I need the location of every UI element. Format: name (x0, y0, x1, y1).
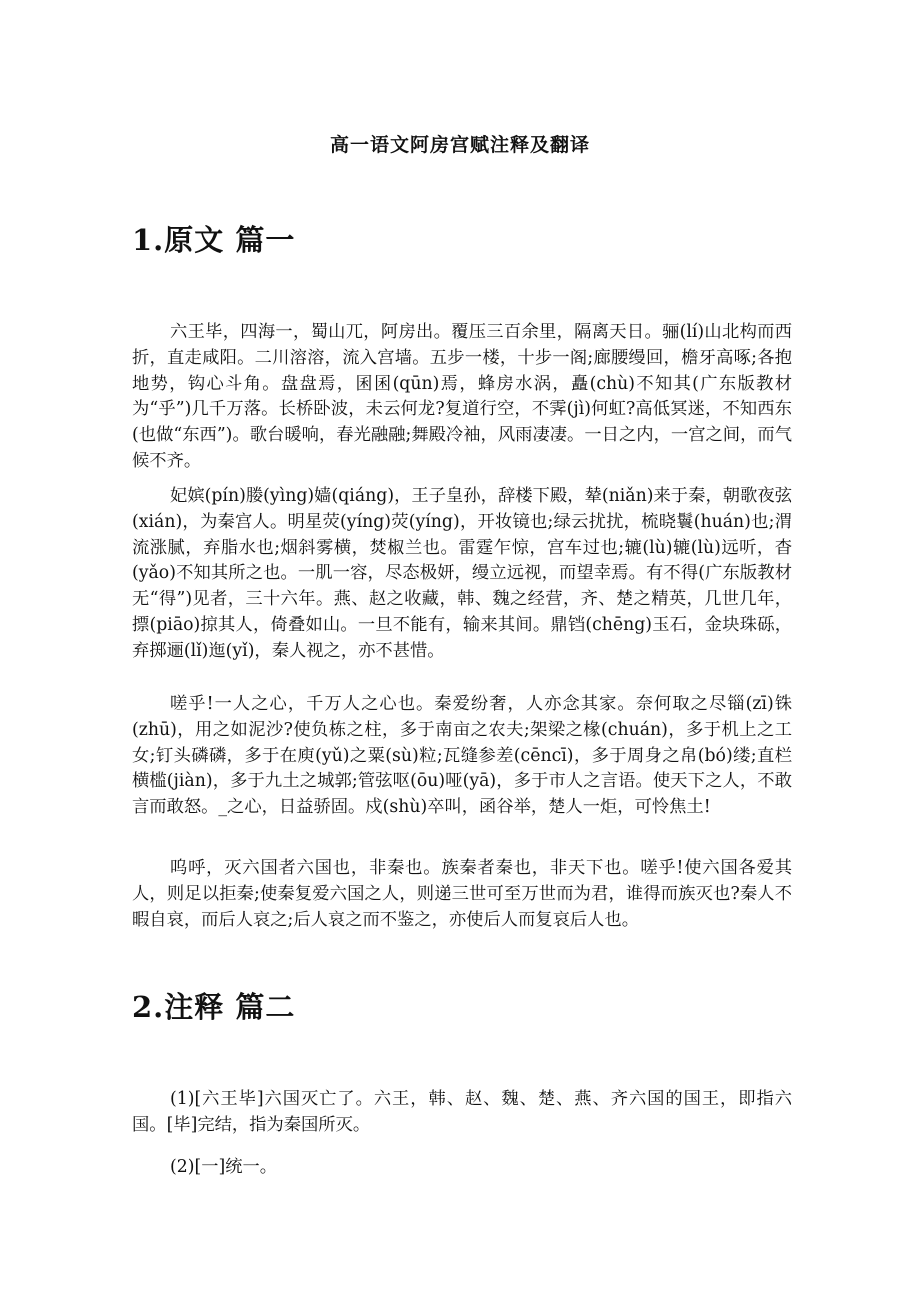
original-paragraph-4: 呜呼，灭六国者六国也，非秦也。族秦者秦也，非天下也。嗟乎!使六国各爱其人，则足以拒秦;使秦复爱六国之人，则递三世可至万世而为君，谁得而族灭也?秦人不暇自哀，而后人哀之;后人哀之而不鉴之，亦使后人而复哀后人也。 (132, 858, 792, 930)
original-paragraph-3: 嗟乎!一人之心，千万人之心也。秦爱纷奢，人亦念其家。奈何取之尽锱(zī)铢(zhū)，用之如泥沙?使负栋之柱，多于南亩之农夫;架梁之椽(chuán)，多于机上之工女;钉头磷磷，多于在庾(yǔ)之粟(sù)粒;瓦缝参差(cēncī)，多于周身之帛(bó)缕;直栏横槛(jiàn)，多于九土之城郭;管弦呕(ōu)哑(yā)，多于市人之言语。使天下之人，不敢言而敢怒。_之心，日益骄固。戍(shù)卒叫，函谷举，楚人一炬，可怜焦土! (132, 694, 792, 818)
document-title: 高一语文阿房宫赋注释及翻译 (329, 134, 590, 156)
annotation-item-1: (1)[六王毕]六国灭亡了。六王，韩、赵、魏、楚、燕、齐六国的国王，即指六国。[毕]完结，指为秦国所灭。 (132, 1089, 792, 1135)
section-heading-original-text: 1.原文 篇一 (132, 223, 296, 257)
original-paragraph-1: 六王毕，四海一，蜀山兀，阿房出。覆压三百余里，隔离天日。骊(lí)山北构而西折，直走咸阳。二川溶溶，流入宫墙。五步一楼，十步一阁;廊腰缦回，檐牙高啄;各抱地势，钩心斗角。盘盘焉，囷囷(qūn)焉，蜂房水涡，矗(chù)不知其(广东版教材为“乎”)几千万落。长桥卧波，未云何龙?复道行空，不霁(jì)何虹?高低冥迷，不知西东(也做“东西”)。歌台暖响，春光融融;舞殿冷袖，风雨凄凄。一日之内，一宫之间，而气候不齐。 (132, 322, 792, 471)
annotation-item-2: (2)[一]统一。 (170, 1157, 278, 1177)
section-heading-annotations: 2.注释 篇二 (132, 990, 296, 1024)
original-paragraph-2: 妃嫔(pín)媵(yìng)嫱(qiáng)，王子皇孙，辞楼下殿，辇(niǎn)来于秦，朝歌夜弦(xián)，为秦宫人。明星荧(yíng)荧(yíng)，开妆镜也;绿云扰扰，梳晓鬟(huán)也;渭流涨腻，弃脂水也;烟斜雾横，焚椒兰也。雷霆乍惊，宫车过也;辘(lù)辘(lù)远听，杳(yǎo)不知其所之也。一肌一容，尽态极妍，缦立远视，而望幸焉。有不得(广东版教材无“得”)见者，三十六年。燕、赵之收藏，韩、魏之经营，齐、楚之精英，几世几年，摽(piāo)掠其人，倚叠如山。一旦不能有，输来其间。鼎铛(chēng)玉石，金块珠砾，弃掷逦(lǐ)迤(yǐ)，秦人视之，亦不甚惜。 (132, 486, 792, 661)
